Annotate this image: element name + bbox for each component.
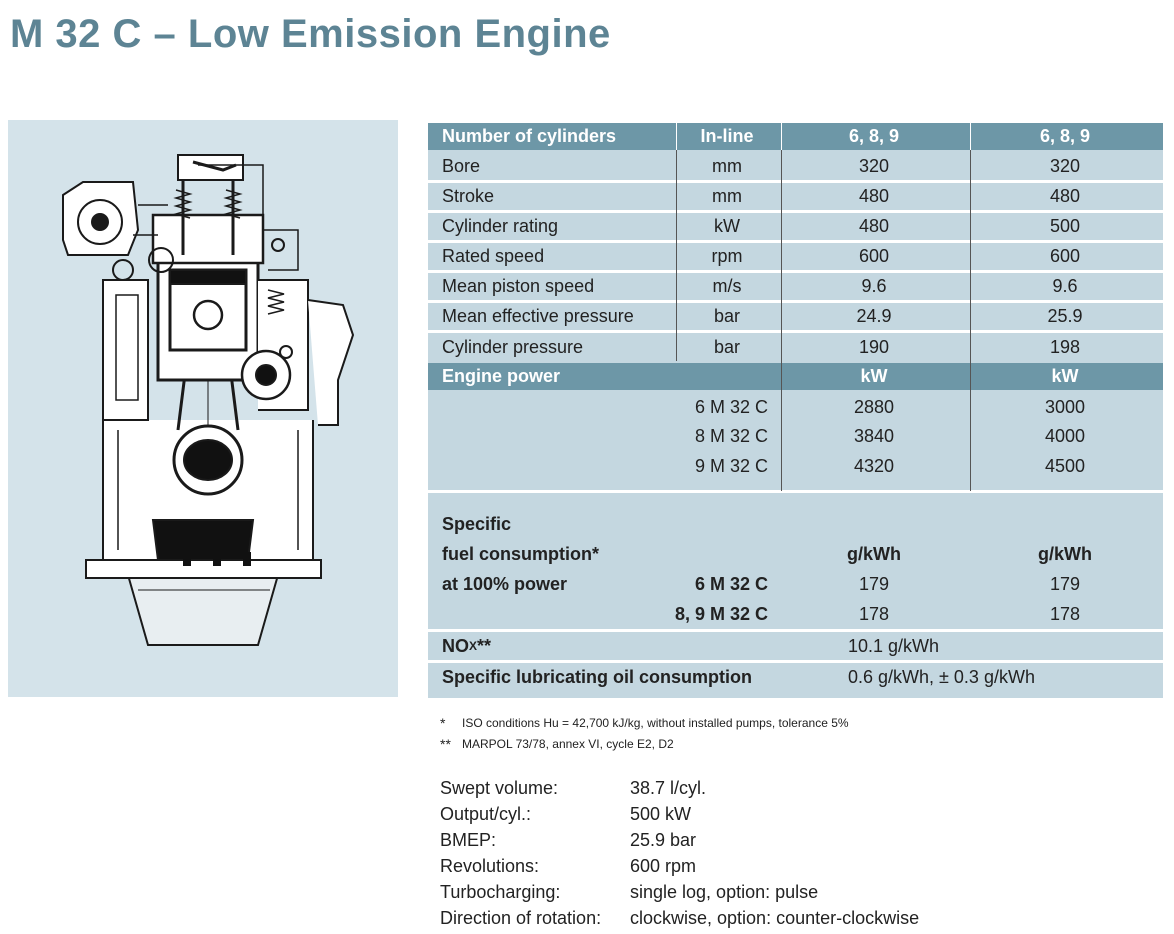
- row-value-1: 480: [858, 186, 890, 206]
- row-value-2: 198: [1049, 336, 1081, 357]
- summary-value: 500 kW: [630, 803, 692, 824]
- engine-power-value-1: 4320: [853, 455, 895, 476]
- lube-oil-value: 0.6 g/kWh, ± 0.3 g/kWh: [848, 666, 1035, 687]
- row-label: Mean piston speed: [442, 276, 595, 296]
- sfc-value-1: 179: [858, 573, 890, 594]
- row-label: Stroke: [442, 186, 495, 206]
- summary-label: Output/cyl.:: [440, 803, 532, 824]
- page-title: M 32 C – Low Emission Engine: [10, 12, 611, 56]
- row-label: Bore: [442, 156, 481, 176]
- engine-power-value-2: 3000: [1044, 396, 1086, 417]
- row-value-2: 320: [1049, 156, 1081, 176]
- row-label: Cylinder pressure: [442, 336, 584, 357]
- nox-row: [428, 632, 1163, 660]
- header-value-1: 6, 8, 9: [848, 126, 900, 146]
- header-inline-label: In-line: [700, 126, 754, 146]
- footnote-mark: **: [440, 735, 451, 752]
- engine-model-label: 8 M 32 C: [694, 425, 768, 446]
- summary-label: Revolutions:: [440, 855, 540, 876]
- table-row: [428, 183, 1163, 210]
- engine-power-value-2: 4500: [1044, 455, 1086, 476]
- row-label: Cylinder rating: [442, 216, 559, 236]
- row-unit: bar: [713, 306, 740, 326]
- engine-power-value-1: 3840: [853, 425, 895, 446]
- row-unit: mm: [712, 156, 742, 176]
- footnote-text: MARPOL 73/78, annex VI, cycle E2, D2: [462, 736, 674, 751]
- row-value-2: 600: [1049, 246, 1081, 266]
- nox-label: NO X **: [442, 635, 492, 656]
- row-unit: bar: [713, 336, 740, 357]
- summary-value: 600 rpm: [630, 855, 697, 876]
- sfc-row-1: [428, 510, 1163, 538]
- sfc-unit-2: g/kWh: [1038, 543, 1092, 564]
- list-item: [440, 853, 919, 879]
- summary-label: BMEP:: [440, 829, 497, 850]
- engine-power-row: [428, 422, 1163, 450]
- specifications-table: [428, 123, 1163, 698]
- row-unit: kW: [714, 216, 740, 236]
- row-value-1: 600: [858, 246, 890, 266]
- engine-power-value-1: 2880: [853, 396, 895, 417]
- summary-value: 25.9 bar: [630, 829, 697, 850]
- table-row: [428, 153, 1163, 180]
- footnotes: [440, 712, 849, 754]
- table-row: [428, 333, 1163, 361]
- table-row: [428, 243, 1163, 270]
- row-value-1: 190: [858, 336, 890, 357]
- sfc-label-line-3: at 100% power: [442, 573, 568, 594]
- row-label: Rated speed: [442, 246, 545, 266]
- list-item: [440, 775, 919, 801]
- header-value-2: 6, 8, 9: [1039, 126, 1091, 146]
- summary-label: Turbocharging:: [440, 881, 561, 902]
- sfc-value-2: 179: [1049, 573, 1081, 594]
- engine-cross-section-drawing: [8, 120, 398, 697]
- engine-model-label: 6 M 32 C: [694, 396, 768, 417]
- lube-oil-label: Specific lubricating oil consumption: [442, 666, 753, 687]
- engine-power-header: [428, 363, 1163, 390]
- table-row: [428, 303, 1163, 330]
- engine-power-row: [428, 393, 1163, 421]
- row-label: Mean effective pressure: [442, 306, 634, 326]
- engine-model-label: 9 M 32 C: [694, 455, 768, 476]
- list-item: [440, 879, 919, 905]
- list-item: [440, 801, 919, 827]
- sfc-model-label: 6 M 32 C: [694, 573, 768, 594]
- sfc-row-2: [428, 540, 1163, 568]
- sfc-model-label: 8, 9 M 32 C: [674, 603, 768, 624]
- table-row: [428, 273, 1163, 300]
- list-item: [440, 905, 919, 931]
- engine-power-unit-2: kW: [1051, 366, 1079, 386]
- engine-power-row: [428, 452, 1163, 480]
- table-header-row: [428, 123, 1163, 150]
- sfc-label-line-2: fuel consumption*: [442, 543, 599, 564]
- row-unit: mm: [712, 186, 742, 206]
- footnote-text: ISO conditions Hu = 42,700 kJ/kg, without installed pumps, tolerance 5%: [462, 715, 849, 730]
- footnote-mark: *: [440, 714, 446, 731]
- row-value-2: 480: [1049, 186, 1081, 206]
- sfc-row-4: [428, 600, 1163, 628]
- nox-value: 10.1 g/kWh: [848, 635, 940, 656]
- footnote: [440, 712, 849, 733]
- row-unit: rpm: [711, 246, 743, 266]
- footnote: [440, 733, 849, 754]
- summary-value: 38.7 l/cyl.: [630, 777, 707, 798]
- sfc-label-line-1: Specific: [442, 513, 512, 534]
- row-value-1: 480: [858, 216, 890, 236]
- summary-list: [440, 775, 919, 931]
- engine-power-label: Engine power: [442, 366, 561, 386]
- summary-value: single log, option: pulse: [630, 881, 819, 902]
- row-unit: m/s: [712, 276, 742, 296]
- summary-label: Swept volume:: [440, 777, 559, 798]
- sfc-unit-1: g/kWh: [847, 543, 901, 564]
- row-value-2: 500: [1049, 216, 1081, 236]
- sfc-value-2: 178: [1049, 603, 1081, 624]
- summary-label: Direction of rotation:: [440, 907, 602, 928]
- summary-value: clockwise, option: counter-clockwise: [630, 907, 920, 928]
- row-value-2: 9.6: [1052, 276, 1078, 296]
- table-row: [428, 213, 1163, 240]
- row-value-1: 320: [858, 156, 890, 176]
- row-value-2: 25.9: [1047, 306, 1083, 326]
- row-value-1: 24.9: [856, 306, 892, 326]
- engine-power-value-2: 4000: [1044, 425, 1086, 446]
- header-cylinders-label: Number of cylinders: [442, 126, 617, 146]
- sfc-value-1: 178: [858, 603, 890, 624]
- sfc-row-3: [428, 570, 1163, 598]
- row-value-1: 9.6: [861, 276, 887, 296]
- list-item: [440, 827, 919, 853]
- lube-oil-row: [428, 663, 1163, 691]
- engine-power-unit-1: kW: [860, 366, 888, 386]
